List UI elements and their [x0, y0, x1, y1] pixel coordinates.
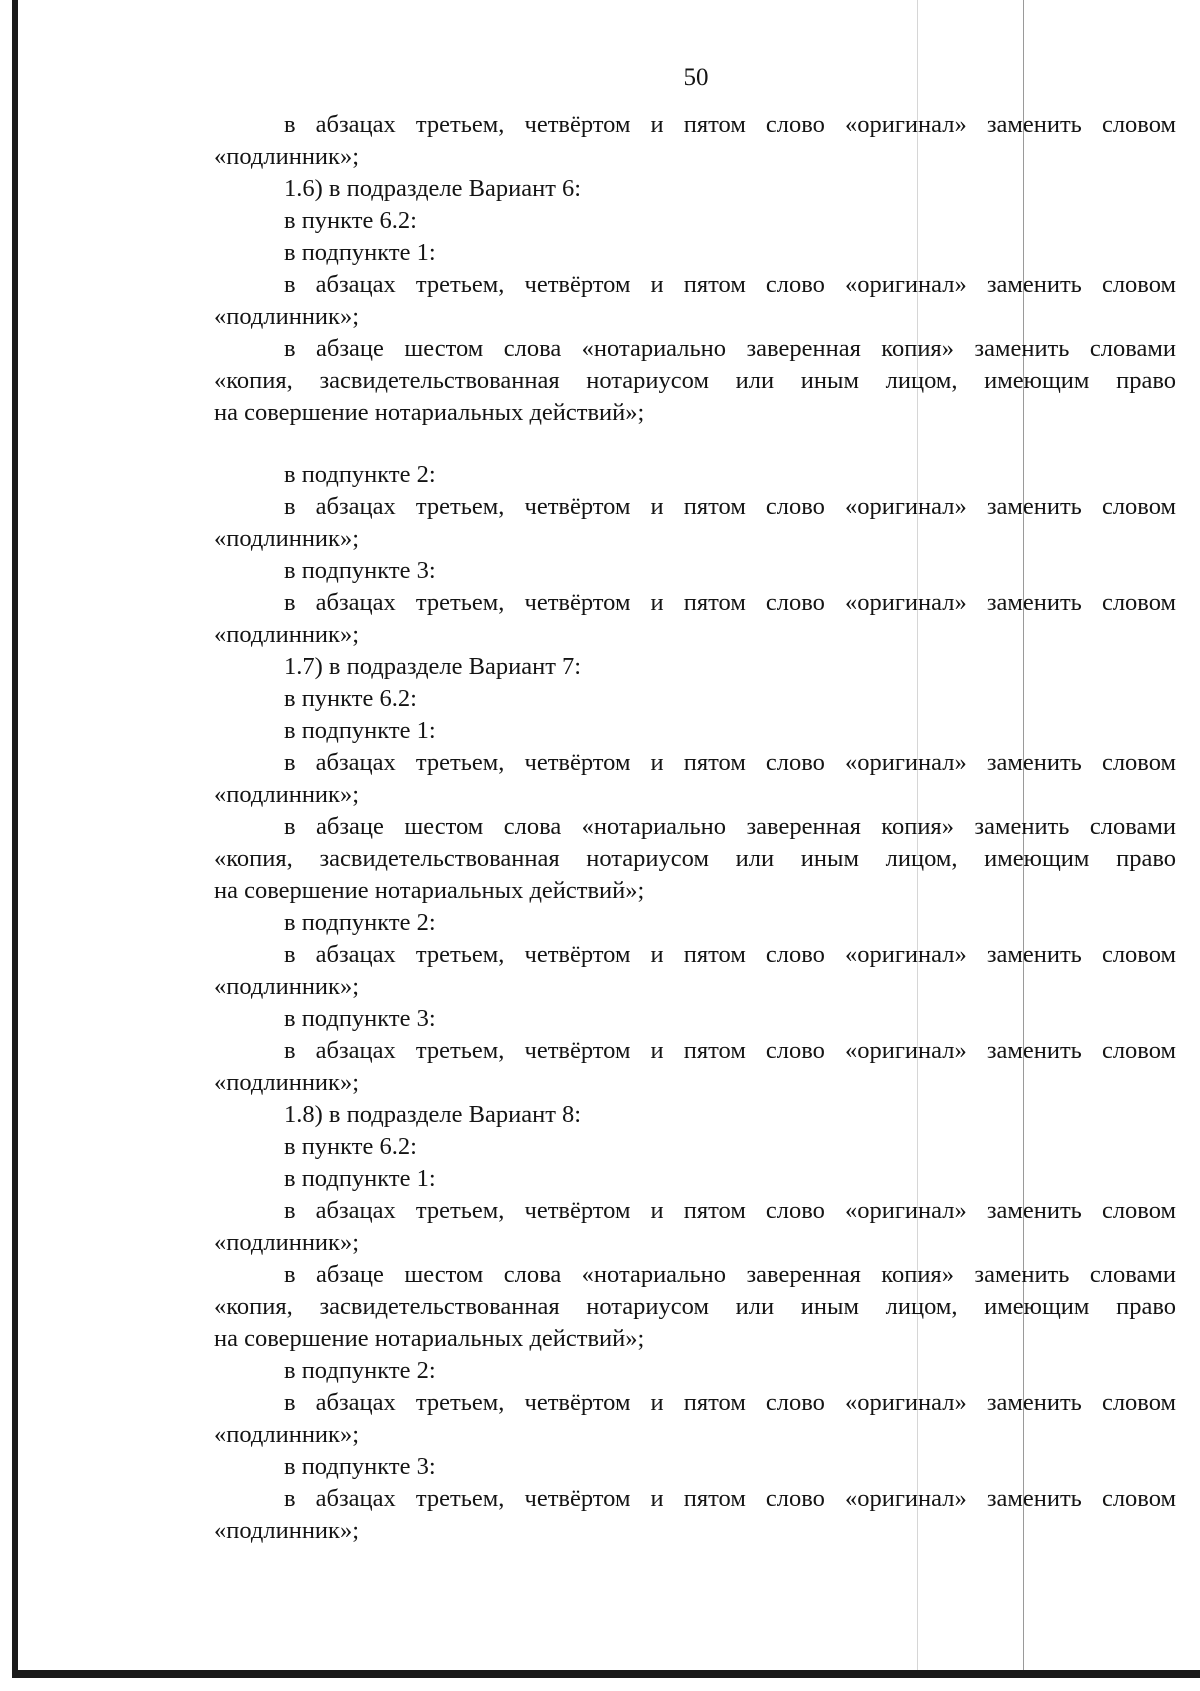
text-line: «подлинник»; — [214, 973, 360, 1000]
paragraph-gap — [214, 429, 1176, 459]
text-line: в пункте 6.2: — [284, 207, 417, 234]
text-line: в абзацах третьем, четвёртом и пятом слово «оригинал» заменить словом — [284, 1485, 1176, 1512]
text-line: в подпункте 1: — [284, 1165, 436, 1192]
text-line: в пункте 6.2: — [284, 1133, 417, 1160]
text-line: в подпункте 2: — [284, 461, 436, 488]
text-line: в подпункте 2: — [284, 909, 436, 936]
text-line: на совершение нотариальных действий»; — [214, 1325, 645, 1352]
text-line: в абзацах третьем, четвёртом и пятом слово «оригинал» заменить словом — [284, 1197, 1176, 1224]
document-body — [214, 109, 1176, 1547]
text-line: «копия, засвидетельствованная нотариусом или иным лицом, имеющим право — [214, 1293, 1176, 1320]
text-line: 1.8) в подразделе Вариант 8: — [284, 1101, 582, 1128]
text-line: в абзацах третьем, четвёртом и пятом слово «оригинал» заменить словом — [284, 749, 1176, 776]
text-line: «копия, засвидетельствованная нотариусом или иным лицом, имеющим право — [214, 845, 1176, 872]
text-line: 1.6) в подразделе Вариант 6: — [284, 175, 582, 202]
text-line: «подлинник»; — [214, 143, 360, 170]
text-line: в подпункте 2: — [284, 1357, 436, 1384]
text-line: в абзацах третьем, четвёртом и пятом слово «оригинал» заменить словом — [284, 493, 1176, 520]
text-line: в подпункте 1: — [284, 717, 436, 744]
text-line: «подлинник»; — [214, 1229, 360, 1256]
text-line: «подлинник»; — [214, 525, 360, 552]
text-line: «копия, засвидетельствованная нотариусом или иным лицом, имеющим право — [214, 367, 1176, 394]
text-line: в абзацах третьем, четвёртом и пятом слово «оригинал» заменить словом — [284, 111, 1176, 138]
text-line: в подпункте 3: — [284, 1005, 436, 1032]
text-line: «подлинник»; — [214, 1421, 360, 1448]
text-line: «подлинник»; — [214, 303, 360, 330]
text-line: в абзаце шестом слова «нотариально заверенная копия» заменить словами — [284, 1261, 1176, 1288]
text-line: 1.7) в подразделе Вариант 7: — [284, 653, 582, 680]
text-line: «подлинник»; — [214, 781, 360, 808]
text-line: в пункте 6.2: — [284, 685, 417, 712]
page-number: 50 — [683, 64, 709, 91]
text-line: в подпункте 3: — [284, 1453, 436, 1480]
text-line: «подлинник»; — [214, 1069, 360, 1096]
text-line: «подлинник»; — [214, 621, 360, 648]
text-line: в абзаце шестом слова «нотариально заверенная копия» заменить словами — [284, 813, 1176, 840]
text-line: в абзацах третьем, четвёртом и пятом слово «оригинал» заменить словом — [284, 941, 1176, 968]
text-line: в абзацах третьем, четвёртом и пятом слово «оригинал» заменить словом — [284, 589, 1176, 616]
text-line: в абзаце шестом слова «нотариально заверенная копия» заменить словами — [284, 335, 1176, 362]
text-line: на совершение нотариальных действий»; — [214, 877, 645, 904]
text-line: в абзацах третьем, четвёртом и пятом слово «оригинал» заменить словом — [284, 271, 1176, 298]
text-line: в подпункте 3: — [284, 557, 436, 584]
scan-border-left — [12, 0, 18, 1676]
text-line: на совершение нотариальных действий»; — [214, 399, 645, 426]
text-line: в абзацах третьем, четвёртом и пятом слово «оригинал» заменить словом — [284, 1389, 1176, 1416]
scan-border-bottom — [12, 1670, 1200, 1678]
text-line: в абзацах третьем, четвёртом и пятом слово «оригинал» заменить словом — [284, 1037, 1176, 1064]
text-line: «подлинник»; — [214, 1517, 360, 1544]
text-line: в подпункте 1: — [284, 239, 436, 266]
